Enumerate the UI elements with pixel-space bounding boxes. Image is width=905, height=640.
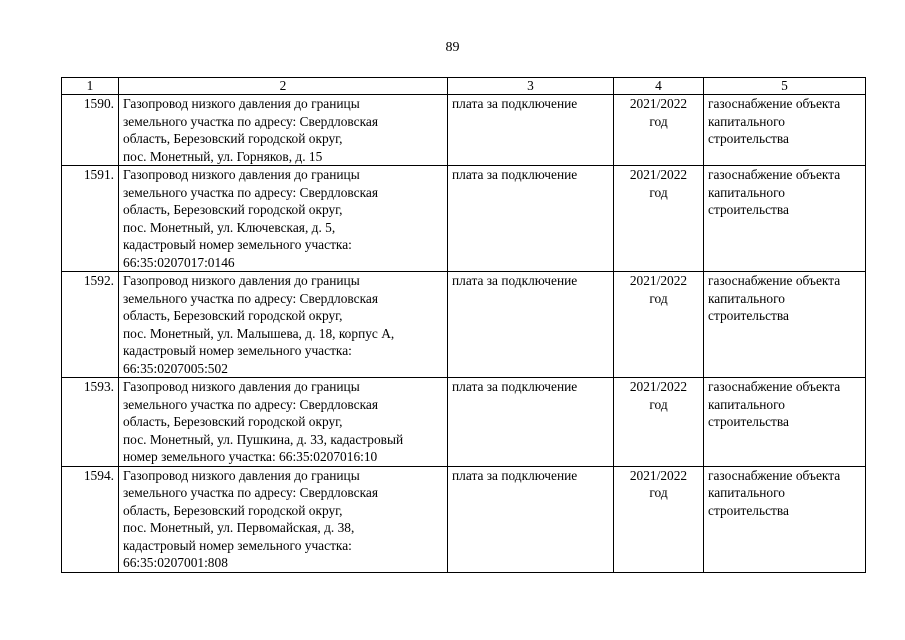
- object-name-line: пос. Монетный, ул. Малышева, д. 18, корпус А,: [123, 325, 395, 341]
- object-name-line: область, Березовский городской округ,: [123, 308, 343, 323]
- page-number: 89: [445, 40, 460, 55]
- period-line: 2021/2022: [629, 96, 688, 111]
- object-name-line: пос. Монетный, ул. Ключевская, д. 5,: [123, 219, 336, 235]
- object-name-line: пос. Монетный, ул. Первомайская, д. 38,: [123, 520, 355, 535]
- table-body: [62, 95, 866, 573]
- period-line: 2021/2022: [629, 379, 688, 394]
- purpose-line: капитального: [708, 113, 785, 129]
- object-name-line: область, Березовский городской округ,: [123, 502, 343, 518]
- header-col-2: 2: [119, 78, 448, 95]
- object-name-line: 66:35:0207001:808: [123, 555, 228, 570]
- period-line: 2021/2022: [629, 467, 688, 483]
- period-line: год: [649, 290, 668, 306]
- object-name-line: область, Березовский городской округ,: [123, 202, 343, 217]
- table-row: [62, 166, 866, 272]
- purpose: [704, 95, 866, 166]
- purpose: [704, 272, 866, 378]
- header-col-3: 3: [448, 78, 614, 95]
- object-name-line: Газопровод низкого давления до границы: [123, 273, 360, 288]
- period-line: 2021/2022: [629, 167, 688, 182]
- object-name: [119, 95, 448, 166]
- purpose-line: газоснабжение объекта: [708, 379, 841, 394]
- object-name-line: земельного участка по адресу: Свердловская: [123, 290, 378, 306]
- object-name: [119, 378, 448, 467]
- payment-type: плата за подключение: [448, 166, 614, 272]
- object-name-line: Газопровод низкого давления до границы: [123, 96, 360, 111]
- header-col-4: 4: [614, 78, 704, 95]
- payment-type: плата за подключение: [448, 466, 614, 572]
- period-line: год: [649, 485, 668, 500]
- period-line: год: [649, 396, 668, 412]
- data-table: [61, 77, 866, 573]
- purpose-line: капитального: [708, 485, 785, 500]
- header-col-5: 5: [704, 78, 866, 95]
- object-name-line: земельного участка по адресу: Свердловская: [123, 113, 378, 129]
- object-name-line: Газопровод низкого давления до границы: [123, 467, 360, 483]
- object-name: [119, 466, 448, 572]
- payment-type: плата за подключение: [448, 272, 614, 378]
- purpose-line: капитального: [708, 184, 785, 200]
- period-line: год: [649, 113, 668, 129]
- object-name-line: область, Березовский городской округ,: [123, 131, 343, 146]
- object-name-line: Газопровод низкого давления до границы: [123, 167, 360, 182]
- row-number: 1591.: [62, 166, 119, 272]
- purpose: [704, 378, 866, 467]
- purpose-line: строительства: [708, 502, 789, 518]
- header-row: [62, 78, 866, 95]
- purpose-line: строительства: [708, 131, 789, 146]
- purpose: [704, 166, 866, 272]
- period: [614, 272, 704, 378]
- purpose-line: капитального: [708, 290, 785, 306]
- header-col-1: 1: [62, 78, 119, 95]
- purpose-line: строительства: [708, 308, 789, 323]
- period: [614, 166, 704, 272]
- row-number: 1590.: [62, 95, 119, 166]
- period: [614, 378, 704, 467]
- table-row: [62, 378, 866, 467]
- table-row: [62, 95, 866, 166]
- object-name-line: земельного участка по адресу: Свердловская: [123, 485, 378, 500]
- purpose-line: капитального: [708, 396, 785, 412]
- object-name: [119, 272, 448, 378]
- payment-type: плата за подключение: [448, 95, 614, 166]
- period: [614, 95, 704, 166]
- object-name-line: кадастровый номер земельного участка:: [123, 237, 352, 252]
- object-name-line: Газопровод низкого давления до границы: [123, 379, 360, 394]
- object-name-line: пос. Монетный, ул. Горняков, д. 15: [123, 148, 323, 164]
- purpose-line: газоснабжение объекта: [708, 273, 841, 288]
- object-name-line: кадастровый номер земельного участка:: [123, 537, 352, 553]
- purpose-line: строительства: [708, 202, 789, 217]
- object-name-line: область, Березовский городской округ,: [123, 414, 343, 429]
- object-name: [119, 166, 448, 272]
- row-number: 1593.: [62, 378, 119, 467]
- table-row: [62, 272, 866, 378]
- period-line: 2021/2022: [629, 273, 688, 288]
- purpose-line: газоснабжение объекта: [708, 167, 841, 182]
- row-number: 1592.: [62, 272, 119, 378]
- object-name-line: кадастровый номер земельного участка:: [123, 343, 352, 358]
- row-number: 1594.: [62, 466, 119, 572]
- object-name-line: номер земельного участка: 66:35:0207016:10: [123, 449, 378, 464]
- table-header: [62, 78, 866, 95]
- object-name-line: 66:35:0207017:0146: [123, 254, 235, 270]
- purpose-line: газоснабжение объекта: [708, 96, 841, 111]
- purpose-line: строительства: [708, 414, 789, 429]
- table-row: [62, 466, 866, 572]
- object-name-line: земельного участка по адресу: Свердловская: [123, 396, 378, 412]
- period: [614, 466, 704, 572]
- object-name-line: пос. Монетный, ул. Пушкина, д. 33, кадастровый: [123, 431, 404, 447]
- object-name-line: 66:35:0207005:502: [123, 360, 228, 376]
- purpose: [704, 466, 866, 572]
- period-line: год: [649, 184, 668, 200]
- purpose-line: газоснабжение объекта: [708, 467, 841, 483]
- payment-type: плата за подключение: [448, 378, 614, 467]
- object-name-line: земельного участка по адресу: Свердловская: [123, 184, 378, 200]
